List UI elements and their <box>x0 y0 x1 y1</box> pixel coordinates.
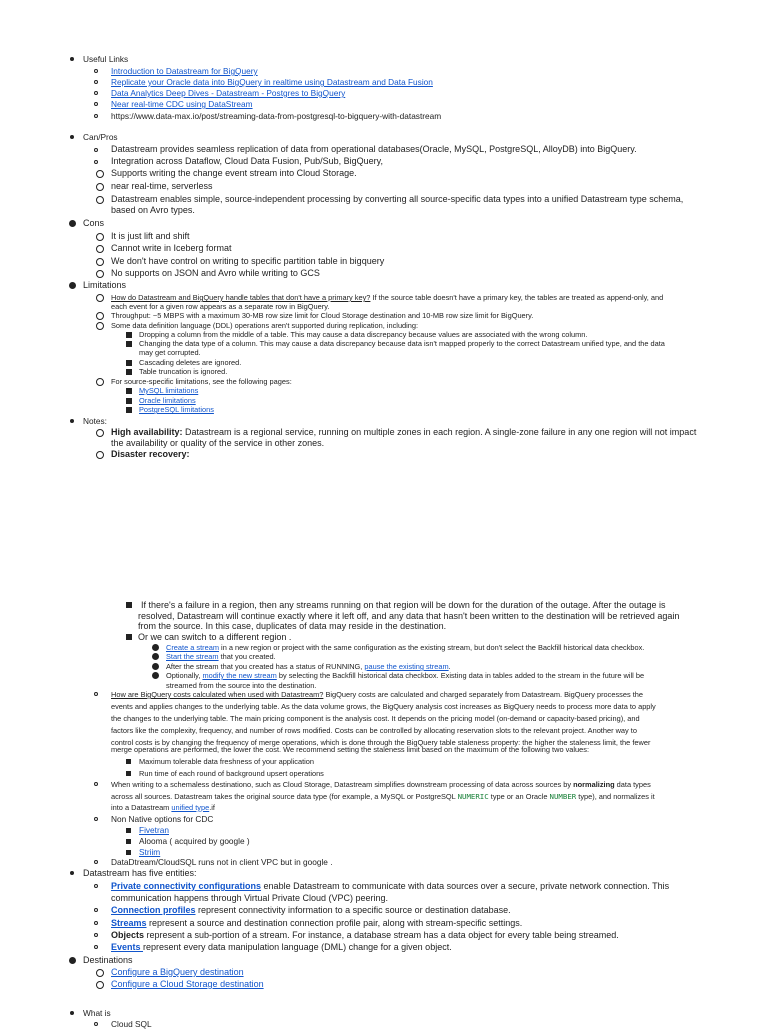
pros-item: near real-time, serverless <box>111 181 213 192</box>
pause-stream-link[interactable]: pause the existing stream <box>364 662 449 671</box>
dr-failure: If there's a failure in a region, then any streams running on that region will be down for the duration of the outage. After the outage is <box>141 600 666 611</box>
cost-item: Maximum tolerable data freshness of your application <box>139 757 314 766</box>
bigquery-destination-link[interactable]: Configure a BigQuery destination <box>111 967 244 978</box>
start-stream-link[interactable]: Start the stream <box>166 652 219 661</box>
cons-item: It is just lift and shift <box>111 231 190 242</box>
notes-high-availability: High availability: Datastream is a regional service, running on multiple zones in each region. A single-zone failure in any one region will not impact <box>111 427 696 438</box>
entity-private-connectivity: Private connectivity configurations enable Datastream to communicate with data sources over a secure, private network connection. This <box>111 881 669 892</box>
cons-item: Cannot write in Iceberg format <box>111 243 232 254</box>
entities-heading: Datastream has five entities: <box>83 868 197 879</box>
cost-item: Run time of each round of background upsert operations <box>139 769 324 778</box>
pros-heading: Can/Pros <box>83 132 118 142</box>
limitations-throughput: Throughput: ~5 MBPS with a maximum 30-MB row size limit for Cloud Storage destination and 10-MB row size limit for BigQuery. <box>111 311 533 320</box>
what-is-item: Cloud SQL <box>111 1019 152 1029</box>
limitations-source-specific: For source-specific limitations, see the following pages: <box>111 377 292 386</box>
pros-item-cont: based on Avro types. <box>111 205 195 215</box>
notes-heading: Notes: <box>83 416 107 426</box>
dr-step: After the stream that you created has a status of RUNNING, pause the existing stream. <box>166 662 451 671</box>
events-link[interactable]: Events <box>111 942 144 952</box>
create-stream-link[interactable]: Create a stream <box>166 643 219 652</box>
useful-link-4[interactable]: Near real-time CDC using DataStream <box>111 99 253 109</box>
entity-private-connectivity-cont: communication happens through Virtual Private Cloud (VPC) peering. <box>111 893 388 903</box>
bigquery-cost-cont: factors like the complexity, frequency, and number of rows modified. Costs can be controlled by allocating reservation slots to the relevant project. Another way to <box>111 726 637 735</box>
cloud-storage-destination-link[interactable]: Configure a Cloud Storage destination <box>111 979 264 990</box>
ddl-item: Changing the data type of a column. This may cause a data discrepancy because data isn't mapped properly to the correct Datastream unified type, and the data <box>139 339 665 348</box>
pros-item: Datastream provides seamless replication of data from operational databases(Oracle, MySQL, PostgreSQL, AlloyDB) into BigQuery. <box>111 144 637 155</box>
oracle-limitations-link[interactable]: Oracle limitations <box>139 396 196 405</box>
modify-stream-link[interactable]: modify the new stream <box>202 671 277 680</box>
limitations-heading: Limitations <box>83 280 126 291</box>
mysql-limitations-link[interactable]: MySQL limitations <box>139 386 198 395</box>
bigquery-cost-question[interactable]: How are BigQuery costs calculated when used with Datastream? <box>111 690 324 699</box>
bigquery-cost-cont: events and applies changes to the underlying table. As the data volume grows, the BigQuery analysis cost increases as BigQuery needs to process more data to apply <box>111 702 656 711</box>
pros-item: Datastream enables simple, source-independent processing by converting all source-specific data types into a unified Datastream type schema, <box>111 194 683 205</box>
dr-switch-region: Or we can switch to a different region . <box>138 632 291 643</box>
useful-link-2[interactable]: Replicate your Oracle data into BigQuery in realtime using Datastream and Data Fusion <box>111 77 433 87</box>
streams-link[interactable]: Streams <box>111 918 147 928</box>
schemaless-note-cont: into a Datastream unified type.if <box>111 803 215 812</box>
entity-objects: Objects represent a sub-portion of a stream. For instance, a database stream has a data object for every table being streamed. <box>111 930 619 941</box>
pros-item: Supports writing the change event stream into Cloud Storage. <box>111 168 357 179</box>
useful-link-5[interactable]: https://www.data-max.io/post/streaming-data-from-postgresql-to-bigquery-with-datastream <box>111 111 441 121</box>
ddl-item: Dropping a column from the middle of a table. This may cause a data discrepancy because values are associated with the wrong column. <box>139 330 587 339</box>
non-native-cdc: Non Native options for CDC <box>111 814 213 824</box>
useful-links-heading: Useful Links <box>83 54 128 64</box>
striim-link[interactable]: Striim <box>139 847 160 857</box>
pros-item: Integration across Dataflow, Cloud Data Fusion, Pub/Sub, BigQuery, <box>111 156 383 167</box>
dr-step: Start the stream that you created. <box>166 652 276 661</box>
what-is-heading: What is <box>83 1008 111 1018</box>
bigquery-cost: How are BigQuery costs calculated when used with Datastream? BigQuery costs are calculated and charged separately from Datastream. BigQuery processes the <box>111 690 643 699</box>
bigquery-cost-cont: the changes to the underlying table. The main pricing component is the analysis cost. It depends on the pricing model (on-demand or capacity-based pricing), and <box>111 714 640 723</box>
limitations-pk: How do Datastream and BigQuery handle tables that don't have a primary key? If the source table doesn't have a primary key, the tables are treated as append-only, and <box>111 293 663 302</box>
useful-link-1[interactable]: Introduction to Datastream for BigQuery <box>111 66 258 76</box>
pk-faq-link[interactable]: How do Datastream and BigQuery handle tables that don't have a primary key? <box>111 293 371 302</box>
bigquery-cost-cont: merge operations are performed, the lower the cost. We recommend setting the staleness limit based on the maximum of the following two values: <box>111 745 590 754</box>
limitations-ddl: Some data definition language (DDL) operations aren't supported during replication, including: <box>111 321 418 330</box>
ddl-item: Table truncation is ignored. <box>139 367 227 376</box>
notes-high-availability-cont: the availability or quality of the service in other zones. <box>111 438 325 448</box>
dr-failure-cont: resolved, Datastream will continue exactly where it left off, and any data that hasn't been written to the destination will be retrieved again <box>138 611 680 621</box>
ddl-item: Cascading deletes are ignored. <box>139 358 241 367</box>
dr-step: Optionally, modify the new stream by selecting the Backfill historical data checkbox. Existing data in tables added to the stream in the future will be <box>166 671 644 680</box>
cdc-option: Alooma ( acquired by google ) <box>139 836 250 846</box>
entity-connection-profiles: Connection profiles represent connectivity information to a specific source or destination database. <box>111 905 511 916</box>
postgresql-limitations-link[interactable]: PostgreSQL limitations <box>139 405 214 414</box>
dr-failure-cont: from the source. In this case, duplicates of data may reside in the destination. <box>138 621 447 631</box>
bigquery-cost-cont: control costs is by changing the frequency of merge operations, which is done through the BigQuery table staleness property: the higher the staleness limit, the fewer <box>111 738 651 747</box>
private-connectivity-link[interactable]: Private connectivity configurations <box>111 881 262 891</box>
unified-type-link[interactable]: unified type <box>171 803 210 812</box>
connection-profiles-link[interactable]: Connection profiles <box>111 905 196 915</box>
dr-step-cont: streamed from the source into the destination. <box>166 681 317 690</box>
schemaless-note: When writing to a schemaless destinationo, such as Cloud Storage, Datastream simplifies downstream processing of data across sources by normalizing data types <box>111 780 651 789</box>
limitations-pk-cont: each event for a given row appears as a separate row in BigQuery. <box>111 302 330 311</box>
cons-heading: Cons <box>83 218 104 229</box>
vpc-note: DataDtream/CloudSQL runs not in client VPC but in google . <box>111 857 333 867</box>
schemaless-note-cont: across all sources. Datastream takes the original source data type (for example, a MySQL or PostgreSQL NUMERIC type or an Oracle NUMBER type), and normalizes it <box>111 792 655 801</box>
ddl-item-cont: may get corrupted. <box>139 348 201 357</box>
cons-item: No supports on JSON and Avro while writing to GCS <box>111 268 320 279</box>
dr-step: Create a stream in a new region or project with the same configuration as the existing stream, but don't select the Backfill historical data checkbox. <box>166 643 644 652</box>
cons-item: We don't have control on writing to specific partition table in bigquery <box>111 256 384 267</box>
notes-disaster-recovery: Disaster recovery: <box>111 449 190 460</box>
entity-streams: Streams represent a source and destination connection profile pair, along with stream-specific settings. <box>111 918 522 929</box>
entity-events: Events represent every data manipulation language (DML) change for a given object. <box>111 942 452 953</box>
fivetran-link[interactable]: Fivetran <box>139 825 169 835</box>
destinations-heading: Destinations <box>83 955 133 966</box>
useful-link-3[interactable]: Data Analytics Deep Dives - Datastream - Postgres to BigQuery <box>111 88 345 98</box>
